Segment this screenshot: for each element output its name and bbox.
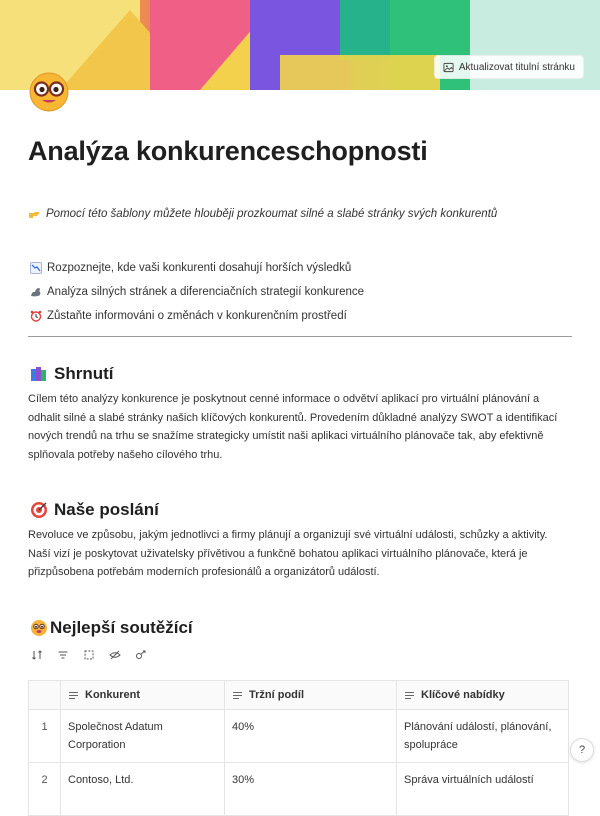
target-icon [30,501,48,519]
summary-paragraph [28,390,568,464]
list-item [30,256,364,280]
text-line: přizpůsobena potřebám moderních profesionálů a organizátorů událostí. [28,566,380,579]
column-header[interactable] [61,681,225,710]
competitors-heading [30,618,193,638]
bullet-list [30,256,364,328]
cell-line: Plánování událostí, plánování, [404,721,552,733]
index-header [29,681,61,710]
hide-icon[interactable] [109,648,121,660]
share-icon[interactable] [135,648,147,660]
summary-heading-text: Shrnutí [54,364,114,383]
cell-line: Společnost Adatum [68,721,163,733]
table-toolbar [31,648,147,660]
cell-line: Contoso, Ltd. [68,774,134,786]
cover-shape [280,55,440,90]
list-item [30,304,364,328]
alarm-clock-icon [30,310,42,322]
cell-line: Corporation [68,739,126,751]
column-header-label: Klíčové nabídky [421,689,505,701]
row-index: 1 [29,710,61,763]
mission-paragraph [28,526,568,582]
text-line: odhalit silné a slabé stránky našich klíčových konkurentů. Provedením důkladné analýzy SWOT a identifikací [28,411,558,424]
books-icon [30,365,48,383]
bullet-text: Analýza silných stránek a diferenciačních strategií konkurence [47,286,365,298]
competitor-cell[interactable] [61,763,225,816]
text-column-icon [404,690,415,701]
list-item [30,280,364,304]
key-offers-cell[interactable] [397,763,569,816]
table-row[interactable] [29,763,569,816]
text-line: splňovala potřeby našeho cílového trhu. [28,448,223,461]
text-line: Revoluce ve způsobu, jakým jednotlivci a firmy plánují a organizují své virtuální události, schůzky a aktivity. [28,529,548,541]
bullet-text: Rozpoznejte, kde vaši konkurenti dosahují horších výsledků [47,262,352,274]
text-line: nových trendů na trhu se snažíme strategicky umístit naši aplikaci virtuálního plánovače tak, aby efektivně [28,430,544,443]
page-title: Analýza konkurenceschopnosti [28,136,428,166]
text-column-icon [68,690,79,701]
key-offers-cell[interactable] [397,710,569,763]
bullet-text: Zůstaňte informováni o změnách v konkurenčním prostředí [47,310,347,322]
competitor-cell[interactable] [61,710,225,763]
divider [28,336,572,337]
text-line: Naší vizí je poskytovat uživatelsky přívětivou a funkčně bohatou aplikaci virtuálního plánovače, která je [28,547,528,560]
sort-icon[interactable] [31,648,43,660]
cell-line: Správa virtuálních událostí [404,774,534,786]
filter-icon[interactable] [57,648,69,660]
column-header[interactable] [225,681,397,710]
row-index: 2 [29,763,61,816]
flexed-arm-icon [30,286,42,298]
chart-down-icon [30,262,42,274]
summary-heading [30,364,114,384]
help-button[interactable]: ? [570,738,594,762]
column-header[interactable] [397,681,569,710]
mission-heading-text: Naše poslání [54,500,159,519]
text-column-icon [232,690,243,701]
table-row[interactable] [29,710,569,763]
market-share-cell[interactable]: 40% [225,710,397,763]
competitors-table [28,680,569,816]
mission-heading [30,500,159,520]
competitors-heading-text: Nejlepší soutěžící [50,618,193,637]
column-header-label: Konkurent [85,689,140,701]
face-icon [30,619,48,637]
update-cover-button[interactable] [434,55,584,79]
column-header-label: Tržní podíl [249,689,304,701]
update-cover-label: Aktualizovat titulní stránku [458,61,575,73]
text-line: Cílem této analýzy konkurence je poskytnout cenné informace o odvětví aplikací pro virtuální plánování a [28,393,540,405]
pointing-hand-icon [28,208,40,220]
callout-text: Pomocí této šablony můžete hlouběji prozkoumat silné a slabé stránky svých konkurentů [46,208,498,220]
image-icon [443,62,454,73]
callout [28,208,497,220]
market-share-cell[interactable]: 30% [225,763,397,816]
cover-image [0,0,600,90]
group-icon[interactable] [83,648,95,660]
table-header-row [29,681,569,710]
cell-line: spolupráce [404,739,458,751]
nerd-face-icon[interactable] [28,70,70,112]
